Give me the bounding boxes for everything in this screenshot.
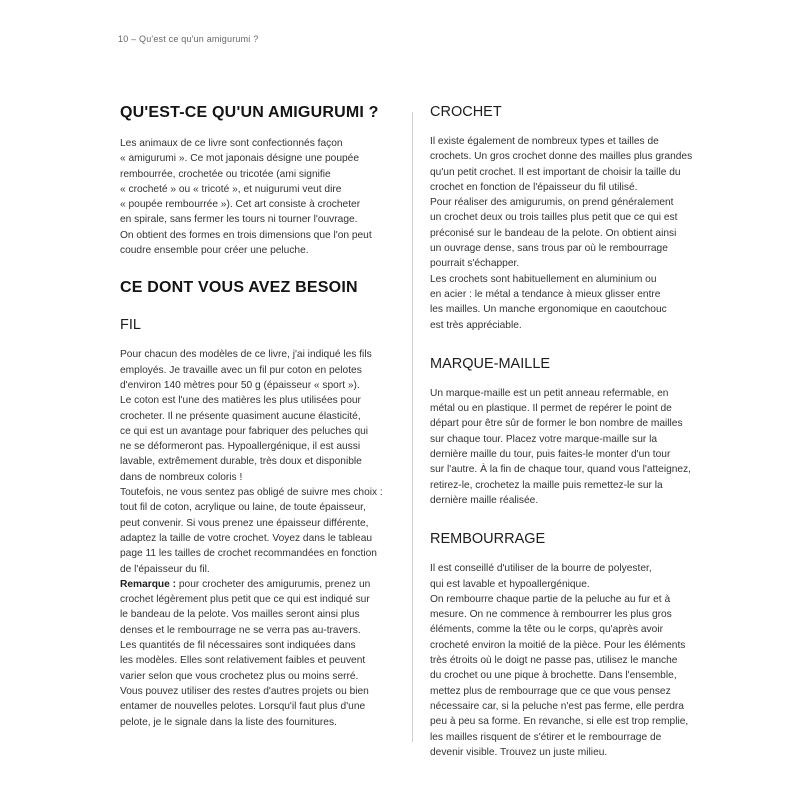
left-column — [120, 104, 410, 730]
fil-paragraph — [120, 347, 410, 729]
crochet-paragraph: Il existe également de nombreux types et tailles de crochets. Un gros crochet donne des mailles plus grandes qu'un petit crochet. Il est important de choisir la taille du crochet en fonction de l'épaisseur du fil utilisé. Pour réaliser des amigurumis, on prend généralement un crochet deux ou trois tailles plus petit que ce qui est préconisé sur le bandeau de la pelote. On obtient ainsi un ouvrage dense, sans trous par où le rembourrage pourrait s'échapper. Les crochets sont habituellement en aluminium ou en acier : le métal a tendance à mieux glisser entre les mailles. Un manche ergonomique en caoutchouc est très appréciable. — [430, 136, 693, 331]
fil-text-2: pour crocheter des amigurumis, prenez un crochet légèrement plus petit que ce qui est indiqué sur le bandeau de la pelote. Vos mailles seront ainsi plus denses et le rembourrage ne se verra pas au-travers. Les quantités de fil nécessaires sont indiquées dans les modèles. Elles sont relativement faibles et peuvent varier selon que vous crochetez plus ou moins serré. Vous pouvez utiliser des restes d'autres projets ou bien entamer de nouvelles pelotes. Lorsqu'il faut plus d'une pelote, je le signale dans la liste des fournitures. — [120, 578, 371, 728]
column-divider — [412, 112, 413, 742]
section-title: CE DONT VOUS AVEZ BESOIN — [120, 279, 358, 297]
intro-paragraph: Les animaux de ce livre sont confectionnés façon « amigurumi ». Ce mot japonais désigne une poupée rembourrée, crochetée ou tricotée (ami signifie « crocheté » ou « tricoté », et nuigurumi veut dire « poupée rembourrée »). Cet art consiste à crocheter en spirale, sans fermer les tours ni tourner l'ouvrage. On obtient des formes en trois dimensions que l'on peut coudre ensemble pour créer une peluche. — [120, 138, 372, 257]
marque-maille-heading: MARQUE-MAILLE — [430, 355, 551, 372]
remark-label: Remarque : — [120, 578, 177, 590]
page-title: QU'EST-CE QU'UN AMIGURUMI ? — [120, 104, 379, 121]
fil-text-1: Pour chacun des modèles de ce livre, j'ai indiqué les fils employés. Je travaille avec un fil pur coton en pelotes d'environ 140 mètres pour 50 g (épaisseur « sport »). Le coton est l'une des matières les plus utilisées pour crocheter. Il ne présente quasiment aucune élasticité, ce qui est un avantage pour fabriquer des peluches qui ne se déformeront pas. Hypoallergénique, il est aussi lavable, extrêmement durable, très doux et disponible dans de nombreux coloris ! Toutefois, ne vous sentez pas obligé de suivre mes choix : tout fil de coton, acrylique ou laine, de toute épaisseur, peut convenir. Si vous prenez une épaisseur différente, adaptez la taille de votre crochet. Voyez dans le tableau page 11 les tailles de crochet recommandées en fonction de l'épaisseur du fil. — [120, 349, 383, 575]
marque-maille-paragraph: Un marque-maille est un petit anneau refermable, en métal ou en plastique. Il permet de repérer le point de départ pour être sûr de former le bon nombre de mailles sur chaque tour. Placez votre marque-maille sur la dernière maille du tour, puis faites-le monter d'un tour sur l'autre. À la fin de chaque tour, quand vous l'atteignez, retirez-le, crochetez la maille puis remettez-le sur la dernière maille réalisée. — [430, 387, 692, 506]
right-column — [430, 104, 715, 760]
running-head: 10 – Qu'est ce qu'un amigurumi ? — [118, 34, 259, 44]
rembourrage-heading: REMBOURRAGE — [430, 531, 546, 548]
fil-heading: FIL — [120, 317, 141, 334]
crochet-heading: CROCHET — [430, 104, 502, 120]
rembourrage-paragraph: Il est conseillé d'utiliser de la bourre de polyester, qui est lavable et hypoallergénique. On rembourre chaque partie de la peluche au fur et à mesure. On ne commence à rembourrer les plus gros éléments, comme la tête ou le corps, qu'après avoir crocheté environ la moitié de la pièce. Pour les éléments très étroits où le doigt ne passe pas, utilisez le manche du crochet ou une pique à brochette. Dans l'ensemble, mettez plus de rembourrage que ce que vous pensez nécessaire car, si la peluche n'est pas ferme, elle perdra peu à peu sa forme. En revanche, si elle est trop remplie, les mailles risquent de s'étirer et le rembourrage de devenir visible. Trouvez un juste milieu. — [430, 563, 689, 758]
